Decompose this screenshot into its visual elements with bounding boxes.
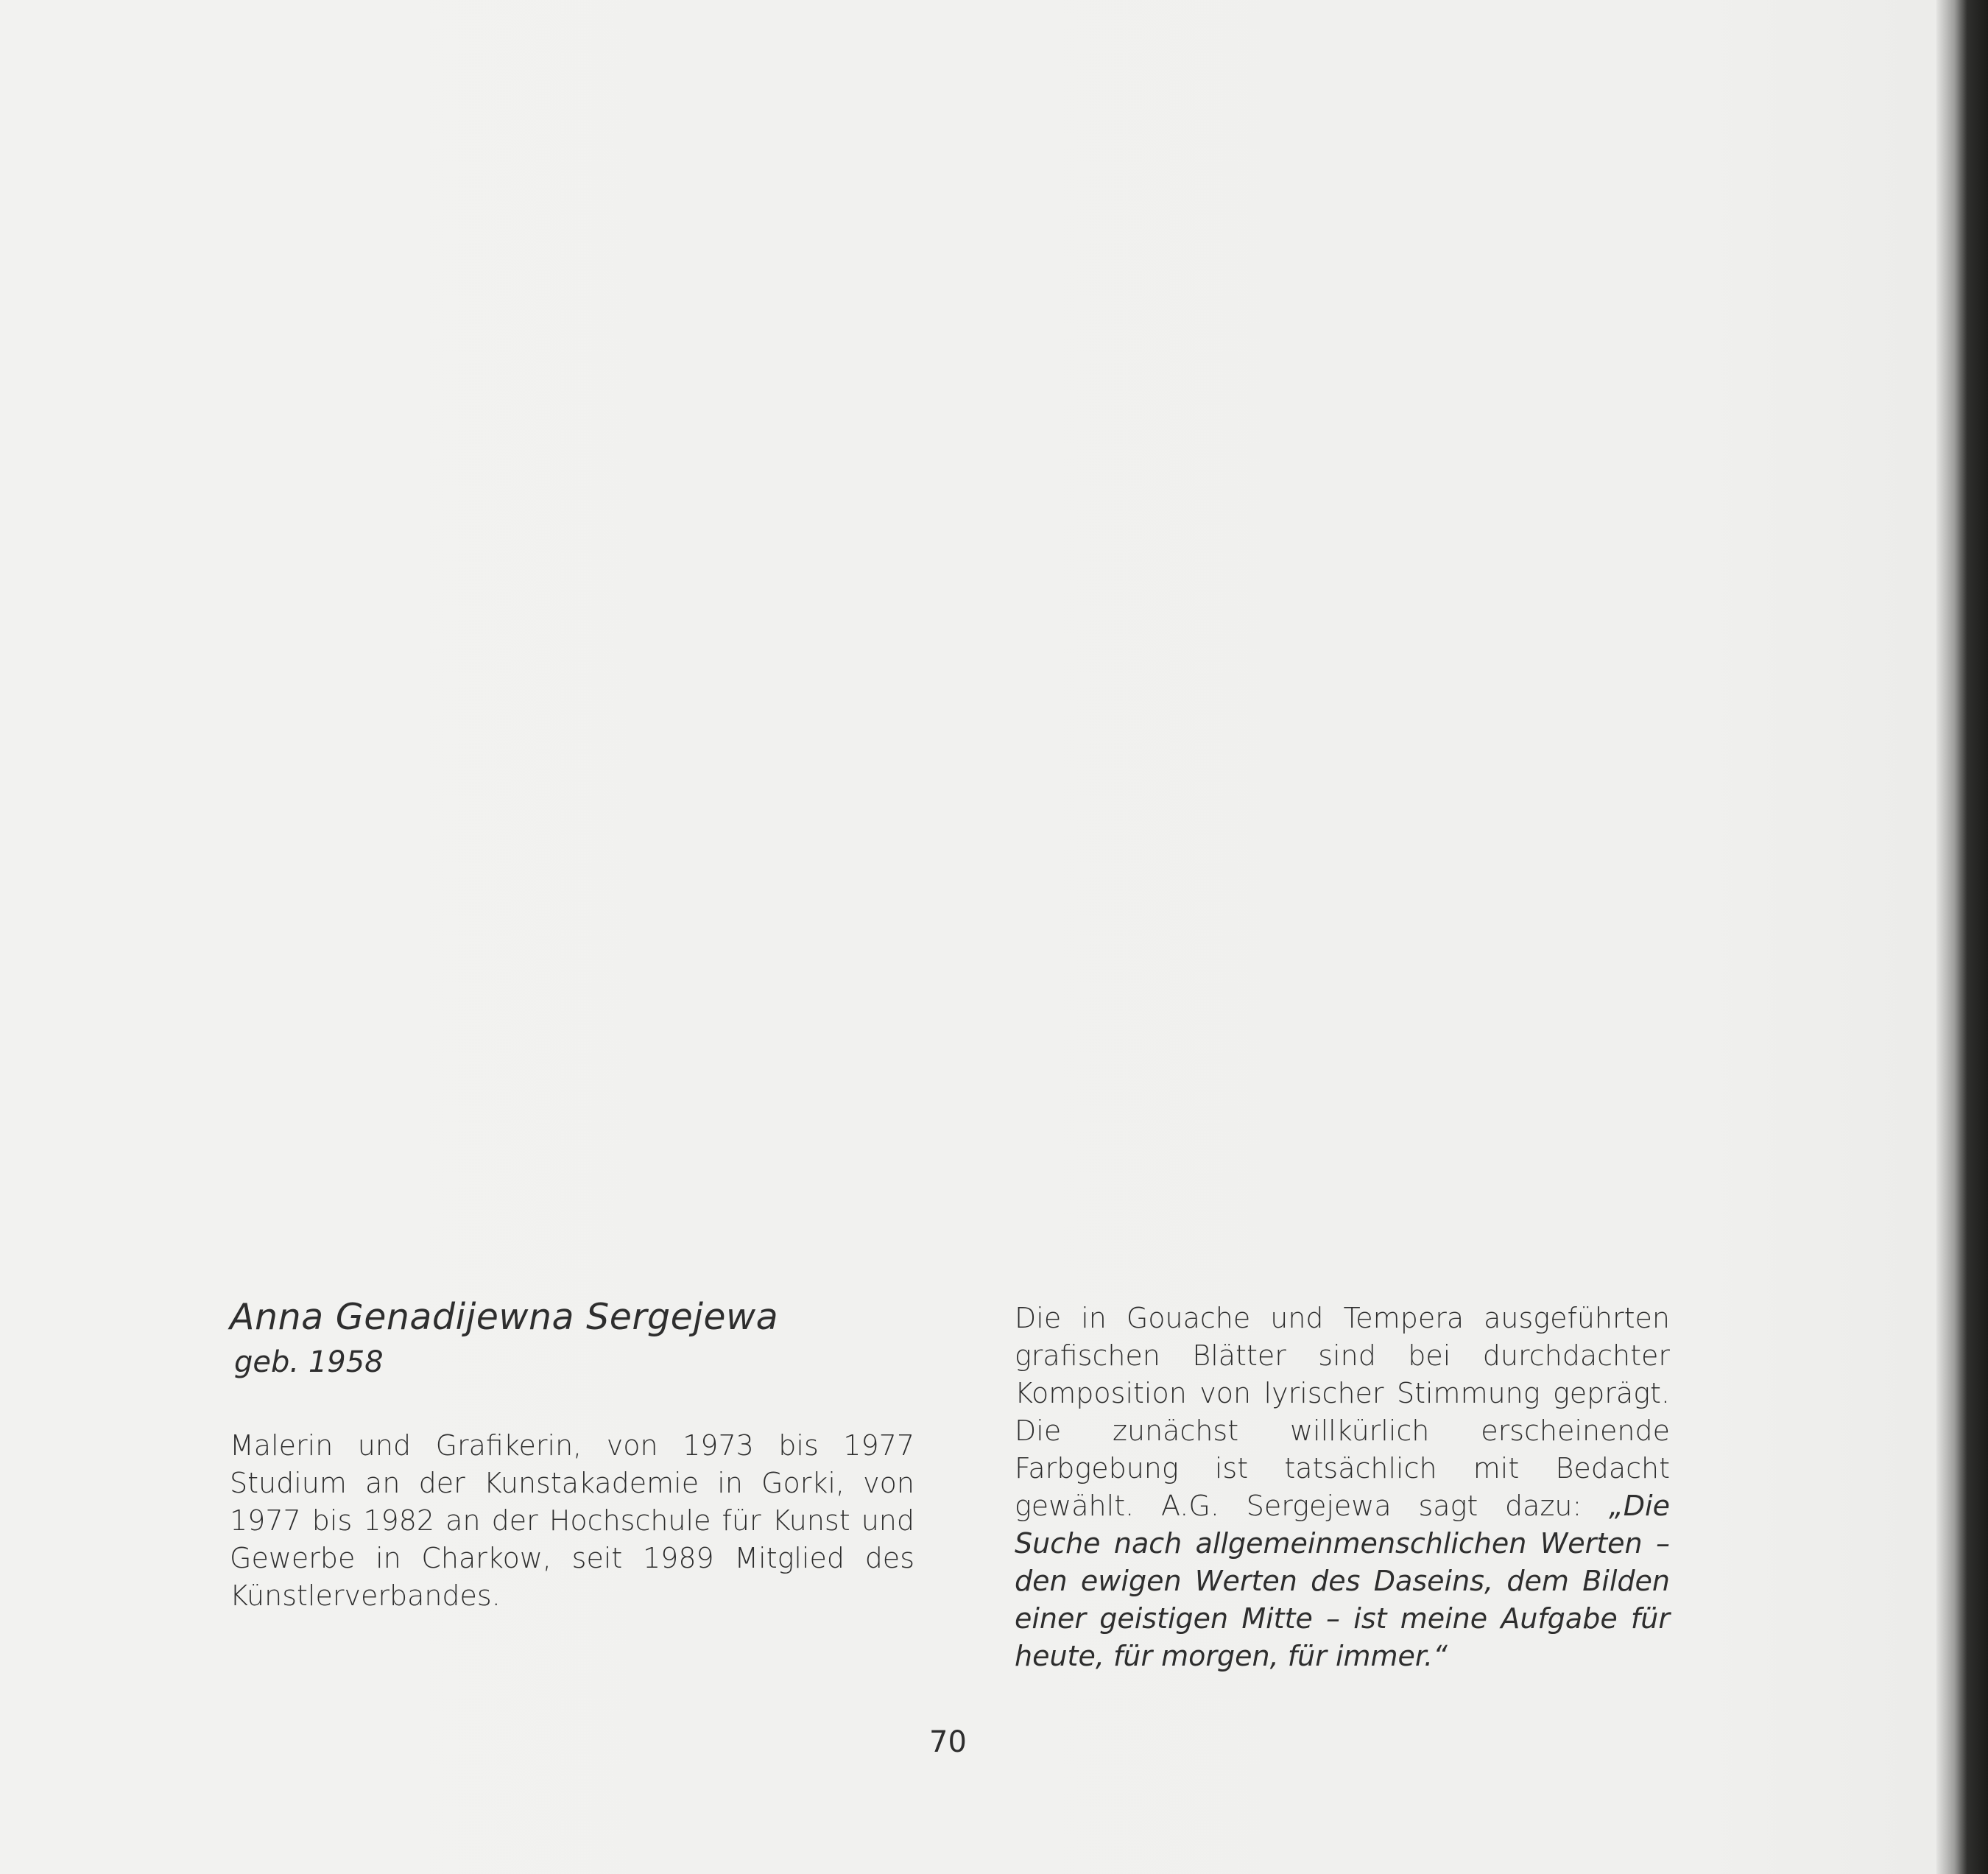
artist-quote: „Die Suche nach allgemeinmenschlichen Werten – den ewigen Werten des Daseins, dem Bilden einer geistigen Mitte – ist meine Aufgabe für heute, für morgen, für immer.“ — [1015, 1490, 1670, 1672]
artist-column — [230, 1294, 914, 1643]
birth-year: geb. 1958 — [234, 1345, 384, 1379]
page-number: 70 — [929, 1725, 967, 1759]
book-gutter — [1936, 0, 1988, 1874]
artist-name: Anna Genadijewna Sergejewa — [230, 1296, 779, 1338]
description-text: Die in Gouache und Tempera ausgeführten grafischen Blätter sind bei durchdachter Komposition von lyrischer Stimmung geprägt. Die zunächst willkürlich erscheinende Farbgebung ist tatsächlich mit Bedacht gewählt. A.G. Sergejewa sagt dazu: — [1015, 1302, 1670, 1522]
artwork-description — [1015, 1300, 1670, 1675]
description-column — [1015, 1300, 1670, 1675]
artist-biography: Malerin und Grafikerin, von 1973 bis 1977 Studium an der Kunstakademie in Gorki, von 1977 bis 1982 an der Hochschule für Kunst und Gewerbe in Charkow, seit 1989 Mitglied des Künstlerverbandes. — [230, 1429, 914, 1612]
